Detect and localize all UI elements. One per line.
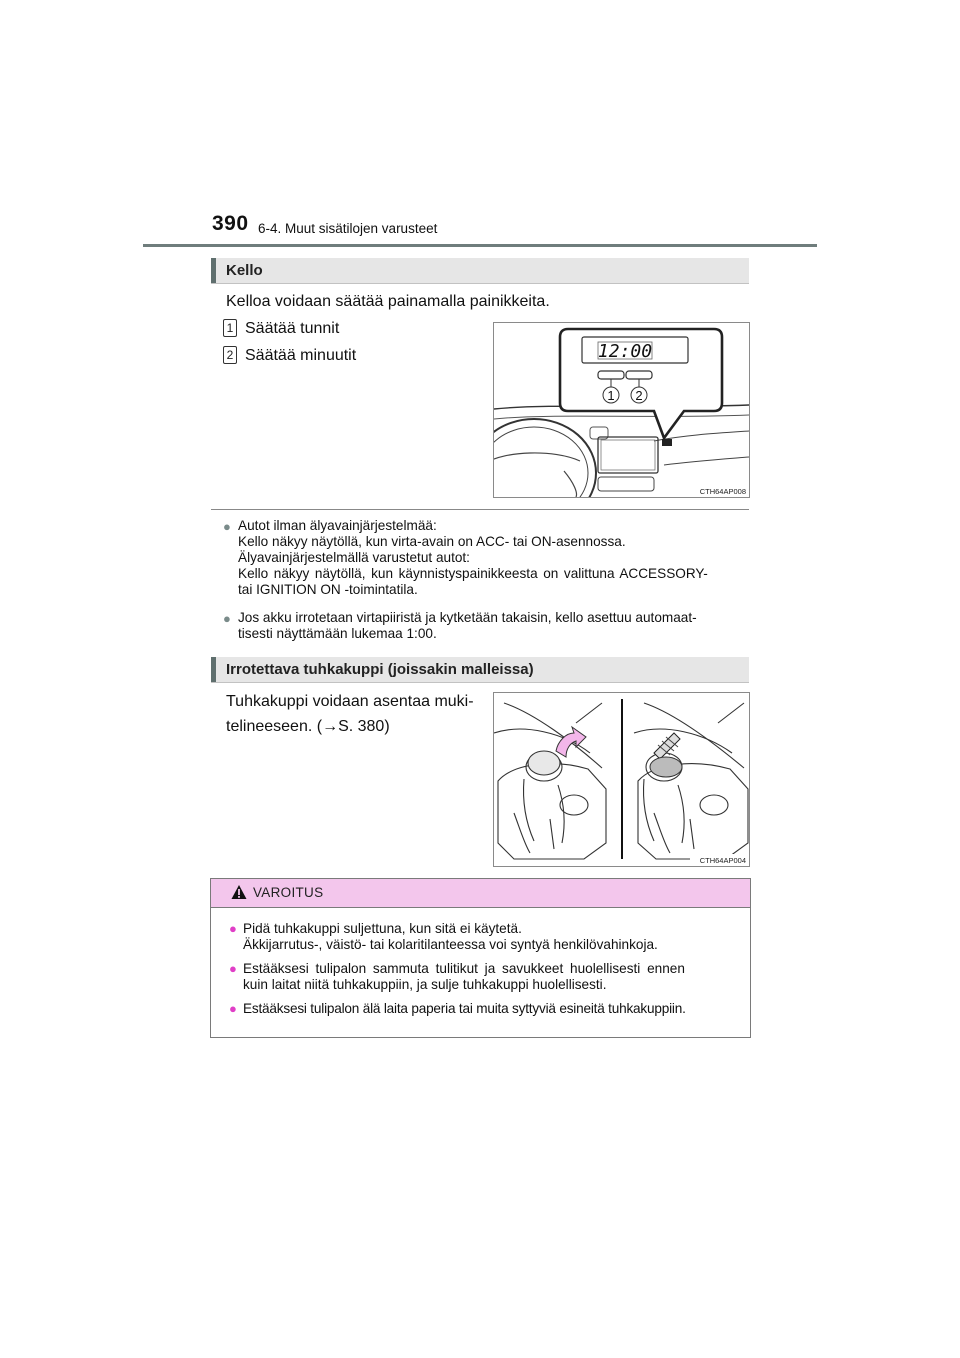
warning-bullet-icon: ● — [229, 961, 237, 976]
dashboard-drawing — [494, 323, 749, 497]
warning-bullet-icon: ● — [229, 1001, 237, 1016]
note-bullet-icon: ● — [223, 519, 231, 534]
section-title-ashtray: Irrotettava tuhkakuppi (joissakin malleissa) — [226, 661, 534, 678]
warning-item — [229, 1001, 743, 1017]
ashtray-text-line-2: telineeseen. (→S. 380) — [226, 718, 390, 735]
figure-code: CTH64AP008 — [699, 487, 746, 496]
warning-label: VAROITUS — [253, 885, 324, 900]
clock-intro: Kelloa voidaan säätää painamalla painikkeita. — [226, 293, 550, 310]
note-line: Kello näkyy näytöllä, kun virta-avain on ACC- tai ON-asennossa. — [238, 534, 626, 549]
page-number: 390 — [212, 212, 249, 235]
chapter-title: 6-4. Muut sisätilojen varusteet — [258, 221, 438, 236]
ashtray-illustration — [493, 692, 750, 867]
item-number-badge: 1 — [223, 319, 237, 337]
warning-item — [229, 921, 743, 953]
header-rule — [143, 244, 817, 247]
note-line: tai IGNITION ON -toimintatila. — [238, 582, 418, 597]
item-number-badge: 2 — [223, 346, 237, 364]
clock-item-1 — [223, 315, 339, 342]
callout-number-1: 1 — [607, 388, 615, 403]
note-line: Kello näkyy näytöllä, kun käynnistyspainikkeesta on valittuna ACCESSORY- — [238, 566, 708, 581]
warning-line: kuin laitat niitä tuhkakuppiin, ja sulje tuhkakuppi huolellisesti. — [243, 977, 607, 992]
warning-line: Pidä tuhkakuppi suljettuna, kun sitä ei käytetä. — [243, 921, 522, 936]
callout-number-2: 2 — [635, 388, 643, 403]
item-label: Säätää tunnit — [245, 320, 340, 337]
warning-triangle-icon — [231, 884, 247, 900]
clock-display-time: 12:00 — [597, 341, 653, 362]
warning-bullet-icon: ● — [229, 921, 237, 936]
warning-line: Äkkijarrutus-, väistö- tai kolaritilanteessa voi syntyä henkilövahinkoja. — [243, 937, 658, 952]
item-label: Säätää minuutit — [245, 347, 357, 364]
clock-illustration — [493, 322, 750, 498]
note-line: tisesti näyttämään lukemaa 1:00. — [238, 626, 437, 641]
section-accent — [211, 657, 216, 682]
note-line: Älyavainjärjestelmällä varustetut autot: — [238, 550, 470, 565]
warning-line: Estääksesi tulipalon sammuta tulitikut ja savukkeet huolellisesti ennen — [243, 961, 685, 976]
note-bullet-icon: ● — [223, 611, 231, 626]
note-line: Autot ilman älyavainjärjestelmää: — [238, 518, 437, 533]
note-item — [223, 610, 749, 642]
warning-line: Estääksesi tulipalon älä laita paperia tai muita syttyviä esineitä tuhkakuppiin. — [243, 1001, 686, 1016]
note-line: Jos akku irrotetaan virtapiiristä ja kytketään takaisin, kello asettuu automaat- — [238, 610, 697, 625]
warning-item — [229, 961, 743, 993]
warning-body — [211, 908, 750, 1037]
section-accent — [211, 258, 216, 283]
ashtray-drawing — [494, 693, 749, 866]
warning-box — [210, 878, 751, 1038]
note-item — [223, 518, 749, 598]
section-bar-clock — [211, 258, 749, 284]
section-title-clock: Kello — [226, 262, 263, 279]
section-bar-ashtray — [211, 657, 749, 683]
ashtray-text-line-1: Tuhkakuppi voidaan asentaa muki- — [226, 693, 474, 710]
figure-code: CTH64AP004 — [699, 856, 746, 865]
clock-item-2 — [223, 342, 356, 369]
section-divider — [211, 509, 749, 510]
warning-header — [211, 879, 750, 908]
